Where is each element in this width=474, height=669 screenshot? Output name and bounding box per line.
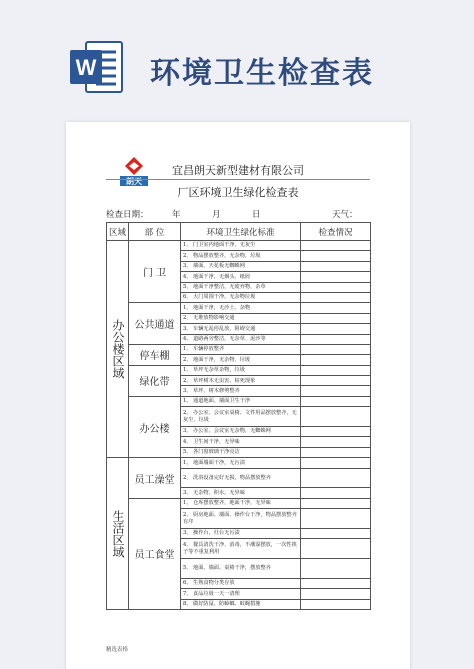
area-office: 办公楼区域 [107,241,129,458]
result-cell[interactable] [301,313,371,323]
result-cell[interactable] [301,498,371,508]
result-cell[interactable] [301,458,371,468]
result-cell[interactable] [301,427,371,437]
weather-label: 天气： [332,210,358,220]
company-name: 宜昌朗天新型建材有限公司 [172,164,304,177]
result-cell[interactable] [301,488,371,498]
standard-item: 2、 洗浴设备完好无损，物品摆放整齐 [181,468,301,488]
standard-item: 5、 地面干净整洁，无废弃物，杂草 [181,282,301,292]
result-cell[interactable] [301,396,371,406]
standard-item: 2、 厨房地面、墙面、操作台干净，物品摆放整齐有序 [181,509,301,529]
result-cell[interactable] [301,589,371,599]
header-area: 区域 [107,223,129,241]
table-row [107,344,371,354]
result-cell[interactable] [301,376,371,386]
date-label: 检查日期： [106,210,149,220]
result-cell[interactable] [301,355,371,365]
result-cell[interactable] [301,528,371,538]
standard-item: 2、 草坪树木无虫害，枯死现象 [181,376,301,386]
result-cell[interactable] [301,407,371,427]
standard-item: 1、 通道地面、墙面卫生干净 [181,396,301,406]
word-icon [68,38,126,96]
result-cell[interactable] [301,468,371,488]
result-cell[interactable] [301,437,371,447]
location-canteen: 员工食堂 [129,498,181,609]
word-letter: W [75,55,97,80]
result-cell[interactable] [301,365,371,375]
result-cell[interactable] [301,324,371,334]
result-cell[interactable] [301,539,371,559]
standard-item: 4、 道路两旁整洁，无杂草、泥沙等 [181,334,301,344]
result-cell[interactable] [301,344,371,354]
standard-item: 5、 各门窗玻璃干净亮洁 [181,447,301,457]
location-bath: 员工澡堂 [129,458,181,499]
location-green: 绿化带 [129,365,181,396]
standard-item: 3、 草坪、树木修剪整齐 [181,386,301,396]
standard-item: 7、 食品垃圾一天一清理 [181,589,301,599]
footer-note: 精选表格 [106,647,129,653]
inspection-table [106,222,371,610]
result-cell[interactable] [301,578,371,588]
result-cell[interactable] [301,272,371,282]
standard-item: 8、 做好防鼠、防蟑螂、蚊蝇措施 [181,599,301,609]
logo-text: 朗天 [126,177,142,186]
standard-item: 6、 生熟食物分类存放 [181,578,301,588]
standard-item: 4、 地面干净，无烟头、纸屑 [181,272,301,282]
result-cell[interactable] [301,261,371,271]
location-office: 办公楼 [129,396,181,457]
table-row [107,396,371,406]
year-label: 年 [172,210,181,220]
result-cell[interactable] [301,334,371,344]
result-cell[interactable] [301,599,371,609]
table-row [107,365,371,375]
form-title: 厂区环境卫生绿化检查表 [177,186,299,199]
result-cell[interactable] [301,303,371,313]
standard-item: 3、 办公室、会议室无杂物，无蜘蛛网 [181,427,301,437]
standard-item: 2、 无堆放物影响交通 [181,313,301,323]
standard-item: 3、 墙面、天花板无蜘蛛网 [181,261,301,271]
result-cell[interactable] [301,447,371,457]
table-header [107,223,371,241]
table-row [107,303,371,313]
standard-item: 1、 门卫室内地面干净，无灰尘 [181,241,301,251]
standard-item: 3、 操作台，灶台无污渍 [181,528,301,538]
standard-item: 1、 车辆停放整齐 [181,344,301,354]
standard-item: 1、 地面墙面干净，无污渍 [181,458,301,468]
standard-item: 4、 餐具清洗干净、消毒，不潮湿摆放，一次性筷子等不重复利用 [181,539,301,559]
standard-item: 5、 地面、墙面、桌椅干净，摆放整齐 [181,559,301,579]
month-label: 月 [212,210,221,220]
standard-item: 3、 无杂物、积水，无异味 [181,488,301,498]
standard-item: 1、 草坪无杂草杂物，垃圾 [181,365,301,375]
date-row [106,208,370,220]
table-row [107,241,371,251]
header-result: 检查情况 [301,223,371,241]
standard-item: 6、 大门周围干净，无杂物垃圾 [181,292,301,302]
result-cell[interactable] [301,559,371,579]
standard-item: 2、 物品摆放整齐，无杂物，垃圾 [181,251,301,261]
standard-item: 4、 卫生间干净，无异味 [181,437,301,447]
standard-item: 2、 办公室、会议室桌椅、文件用品摆放整齐，无灰尘、垃圾 [181,407,301,427]
standard-item: 1、 地面干净，无沙土、杂物 [181,303,301,313]
standard-item: 2、 地面干净，无杂物、垃圾 [181,355,301,365]
document-page [66,122,410,669]
result-cell[interactable] [301,282,371,292]
table-row [107,498,371,508]
result-cell[interactable] [301,251,371,261]
result-cell[interactable] [301,386,371,396]
day-label: 日 [252,210,261,220]
standard-item: 1、 仓库摆放整齐，地面干净，无异味 [181,498,301,508]
standard-item: 3、 车辆无乱停乱放，阻碍交通 [181,324,301,334]
area-living: 生活区域 [107,458,129,610]
result-cell[interactable] [301,292,371,302]
result-cell[interactable] [301,241,371,251]
banner-title: 环境卫生检查表 [150,56,374,91]
location-parking: 停车棚 [129,344,181,365]
result-cell[interactable] [301,509,371,529]
location-passage: 公共通道 [129,303,181,345]
header-standard: 环境卫生绿化标准 [181,223,301,241]
header-location: 部 位 [129,223,181,241]
title-divider [106,179,370,180]
table-row [107,458,371,468]
location-guard: 门 卫 [129,241,181,303]
